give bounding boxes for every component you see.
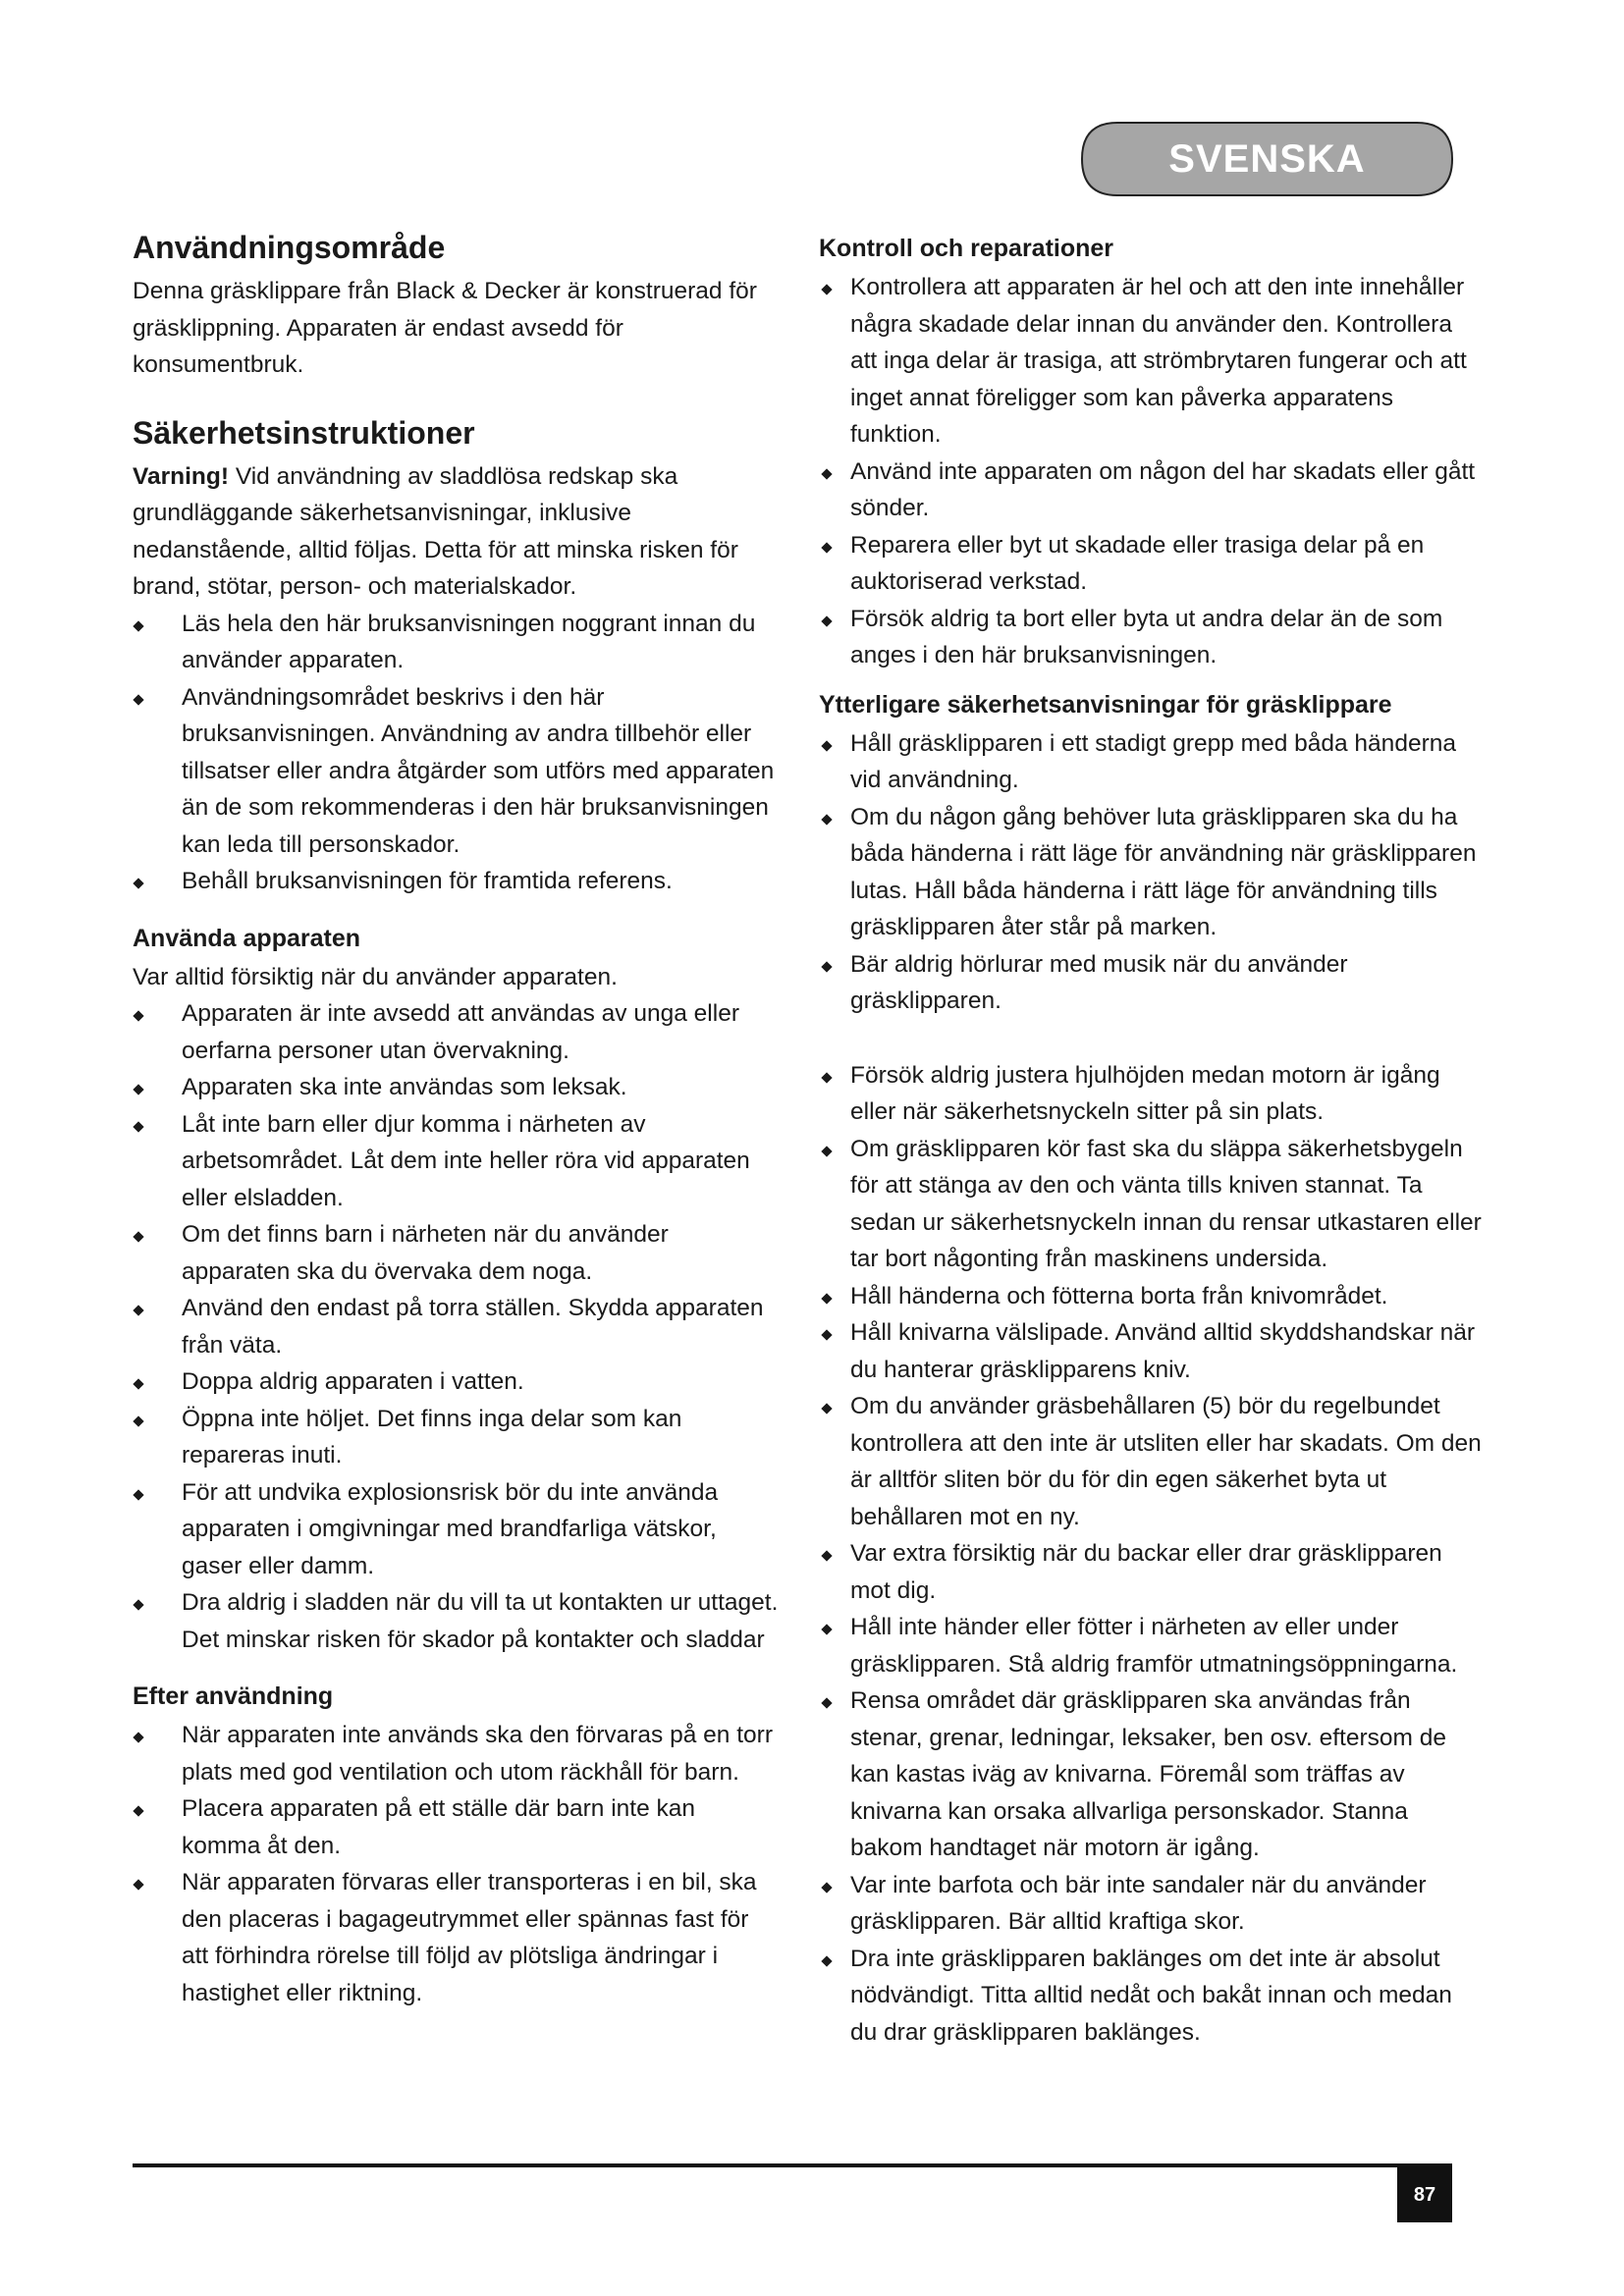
heading-extra: Ytterligare säkerhetsanvisningar för gräsklippare (819, 690, 1392, 719)
bullet-icon (133, 1084, 143, 1095)
bullet-icon (821, 468, 832, 479)
safety-list (133, 606, 781, 900)
bullet-icon (133, 1305, 143, 1315)
list-item-text: Försök aldrig justera hjulhöjden medan motorn är igång eller när säkerhetsnyckeln sitter på sin plats. (850, 1061, 1440, 1125)
list-item-text: Om gräsklipparen kör fast ska du släppa säkerhetsbygeln för att stänga av den och vänta tills kniven stannat. Ta sedan ur säkerhetsnyckeln innan du rensar utkastaren eller tar bort någonting från maskinens undersida. (850, 1135, 1482, 1272)
bullet-icon (821, 1624, 832, 1634)
list-item-text: Placera apparaten på ett ställe där barn inte kan komma åt den. (182, 1795, 696, 1859)
bullet-icon (133, 1378, 143, 1389)
bullet-icon (821, 1329, 832, 1340)
list-item (133, 1790, 781, 1864)
list-item-text: Låt inte barn eller djur komma i närheten av arbetsområdet. Låt dem inte heller röra vid apparaten eller elsladden. (182, 1110, 750, 1211)
list-item-text: Håll gräsklipparen i ett stadigt grepp med båda händerna vid användning. (850, 729, 1456, 793)
list-item-text: Reparera eller byt ut skadade eller trasiga delar på en auktoriserad verkstad. (850, 531, 1425, 595)
list-item (819, 1057, 1482, 1131)
bullet-icon (821, 1072, 832, 1083)
heading-use: Använda apparaten (133, 924, 361, 952)
list-item-text: Dra inte gräsklipparen baklänges om det inte är absolut nödvändigt. Titta alltid nedåt och bakåt innan och medan du drar gräsklipparen baklänges. (850, 1945, 1452, 2046)
list-item-text: Var inte barfota och bär inte sandaler när du använder gräsklipparen. Bär alltid kraftiga skor. (850, 1871, 1427, 1935)
list-item-text: Användningsområdet beskrivs i den här bruksanvisningen. Användning av andra tillbehör eller tillsatser eller andra åtgärder som utförs med apparaten än de som rekommenderas i den här bruksanvisningen kan leda till personskador. (182, 683, 775, 858)
use-list (133, 995, 781, 1658)
list-item (133, 1106, 781, 1217)
list-item (819, 725, 1482, 799)
list-item-text: Rensa området där gräsklipparen ska användas från stenar, grenar, ledningar, leksaker, ben osv. eftersom de kan kastas iväg av knivarna. Föremål som träffas av knivarna kan orsaka allvarliga personskador. Stanna bakom handtaget när motorn är igång. (850, 1687, 1446, 1861)
list-item (133, 1216, 781, 1290)
language-label: SVENSKA (1168, 137, 1366, 181)
page-number: 87 (1397, 2167, 1452, 2222)
list-item (133, 1474, 781, 1585)
list-item (819, 946, 1482, 1020)
list-item (819, 454, 1482, 527)
language-tab (1078, 119, 1456, 199)
list-item (133, 1717, 781, 1790)
heading-after: Efter användning (133, 1682, 334, 1710)
list-item (133, 1290, 781, 1363)
list-item (819, 601, 1482, 674)
bullet-icon (133, 1599, 143, 1610)
list-item-text: Öppna inte höljet. Det finns inga delar som kan repareras inuti. (182, 1405, 682, 1468)
list-item-text: Apparaten ska inte användas som leksak. (182, 1074, 627, 1100)
list-item-text: Om du använder gräsbehållaren (5) bör du regelbundet kontrollera att den inte är utsliten eller har skadats. Om den är alltför sliten bör du för din egen säkerhet byta ut behållaren mot en ny. (850, 1393, 1482, 1530)
list-item (819, 799, 1482, 946)
heading-safety: Säkerhetsinstruktioner (133, 414, 475, 451)
heading-check: Kontroll och reparationer (819, 235, 1114, 262)
list-item-text: Om du någon gång behöver luta gräsklipparen ska du ha båda händerna i rätt läge för användning när gräsklipparen lutas. Håll båda händerna i rätt läge för användning tills gräsklipparen åter står på marken. (850, 803, 1477, 940)
bullet-icon (133, 878, 143, 888)
list-item (819, 1314, 1482, 1388)
extra-list-continued (819, 1057, 1482, 2052)
list-item-text: När apparaten förvaras eller transporteras i en bil, ska den placeras i bagageutrymmet eller spännas fast för att förhindra rörelse till följd av plötsliga ändringar i hastighet eller riktning. (182, 1869, 757, 2006)
bullet-icon (133, 1415, 143, 1426)
list-item (819, 1388, 1482, 1535)
bullet-icon (821, 615, 832, 626)
list-item-text: Håll inte händer eller fötter i närheten av eller under gräsklipparen. Stå aldrig framför utmatningsöppningarna. (850, 1614, 1458, 1678)
list-item (133, 606, 781, 679)
list-item-text: Apparaten är inte avsedd att användas av unga eller oerfarna personer utan övervakning. (182, 1000, 739, 1064)
list-item-text: Dra aldrig i sladden när du vill ta ut kontakten ur uttaget. Det minskar risken för skador på kontakter och sladdar (182, 1589, 779, 1653)
list-item-text: När apparaten inte används ska den förvaras på en torr plats med god ventilation och utom räckhåll för barn. (182, 1722, 773, 1786)
list-item (133, 1401, 781, 1474)
list-item (819, 527, 1482, 601)
list-item (133, 1363, 781, 1401)
left-column (133, 228, 781, 2011)
list-item (133, 1069, 781, 1106)
list-item-text: Doppa aldrig apparaten i vatten. (182, 1368, 524, 1395)
paragraph-warning (133, 458, 781, 606)
list-item-text: Håll knivarna välslipade. Använd alltid skyddshandskar när du hanterar gräsklipparens kniv. (850, 1319, 1475, 1383)
list-item-text: Håll händerna och fötterna borta från knivområdet. (850, 1282, 1388, 1309)
bullet-icon (821, 1550, 832, 1561)
list-item (819, 269, 1482, 454)
paragraph-usage: Denna gräsklippare från Black & Decker är konstruerad för gräsklippning. Apparaten är endast avsedd för konsumentbruk. (133, 278, 757, 378)
list-item (819, 1535, 1482, 1609)
list-item (819, 1609, 1482, 1682)
list-item (133, 863, 781, 900)
list-item (819, 1867, 1482, 1941)
bullet-icon (821, 1882, 832, 1893)
bullet-icon (821, 1955, 832, 1966)
heading-usage: Användningsområde (133, 230, 446, 265)
bullet-icon (821, 814, 832, 825)
list-item (819, 1131, 1482, 1278)
bullet-icon (821, 542, 832, 553)
bullet-icon (821, 284, 832, 294)
list-item (819, 1278, 1482, 1315)
bullet-icon (821, 1403, 832, 1414)
bullet-icon (133, 1732, 143, 1742)
bullet-icon (821, 961, 832, 972)
bullet-icon (133, 694, 143, 705)
list-item (133, 995, 781, 1069)
bullet-icon (821, 1146, 832, 1156)
list-item-text: För att undvika explosionsrisk bör du inte använda apparaten i omgivningar med brandfarliga vätskor, gaser eller damm. (182, 1478, 719, 1579)
after-list (133, 1717, 781, 2011)
right-column (819, 232, 1482, 2051)
list-item (133, 679, 781, 864)
list-item-text: Kontrollera att apparaten är hel och att den inte innehåller några skadade delar innan du använder den. Kontrollera att inga delar är trasiga, att strömbrytaren fungerar och att inget annat föreligger som kan påverka apparatens funktion. (850, 274, 1467, 448)
list-item-text: Behåll bruksanvisningen för framtida referens. (182, 868, 673, 894)
warning-text: Vid användning av sladdlösa redskap ska grundläggande säkerhetsanvisningar, inklusive nedanstående, alltid följas. Detta för att minska risken för brand, stötar, person- och materialskador. (133, 462, 738, 600)
bullet-icon (821, 1293, 832, 1304)
extra-list (819, 725, 1482, 1020)
bullet-icon (133, 1010, 143, 1021)
list-item (133, 1584, 781, 1658)
list-item-text: Var extra försiktig när du backar eller drar gräsklipparen mot dig. (850, 1540, 1442, 1604)
list-item (133, 1864, 781, 2011)
list-item-text: Om det finns barn i närheten när du använder apparaten ska du övervaka dem noga. (182, 1221, 669, 1285)
bullet-icon (133, 1121, 143, 1132)
check-list (819, 269, 1482, 674)
bullet-icon (821, 740, 832, 751)
paragraph-use: Var alltid försiktig när du använder apparaten. (133, 963, 618, 990)
list-item (819, 1682, 1482, 1867)
bullet-icon (133, 620, 143, 631)
bullet-icon (133, 1879, 143, 1890)
list-item-text: Använd inte apparaten om någon del har skadats eller gått sönder. (850, 457, 1476, 521)
bullet-icon (133, 1805, 143, 1816)
list-item-text: Använd den endast på torra ställen. Skydda apparaten från väta. (182, 1295, 764, 1359)
bullet-icon (821, 1697, 832, 1708)
bullet-icon (133, 1489, 143, 1500)
list-item-text: Bär aldrig hörlurar med musik när du använder gräsklipparen. (850, 950, 1348, 1014)
warning-label: Varning! (133, 462, 230, 490)
list-item-text: Försök aldrig ta bort eller byta ut andra delar än de som anges i den här bruksanvisningen. (850, 605, 1443, 668)
list-item (819, 1941, 1482, 2052)
footer-rule (133, 2163, 1452, 2167)
bullet-icon (133, 1231, 143, 1242)
list-item-text: Läs hela den här bruksanvisningen noggrant innan du använder apparaten. (182, 610, 756, 673)
